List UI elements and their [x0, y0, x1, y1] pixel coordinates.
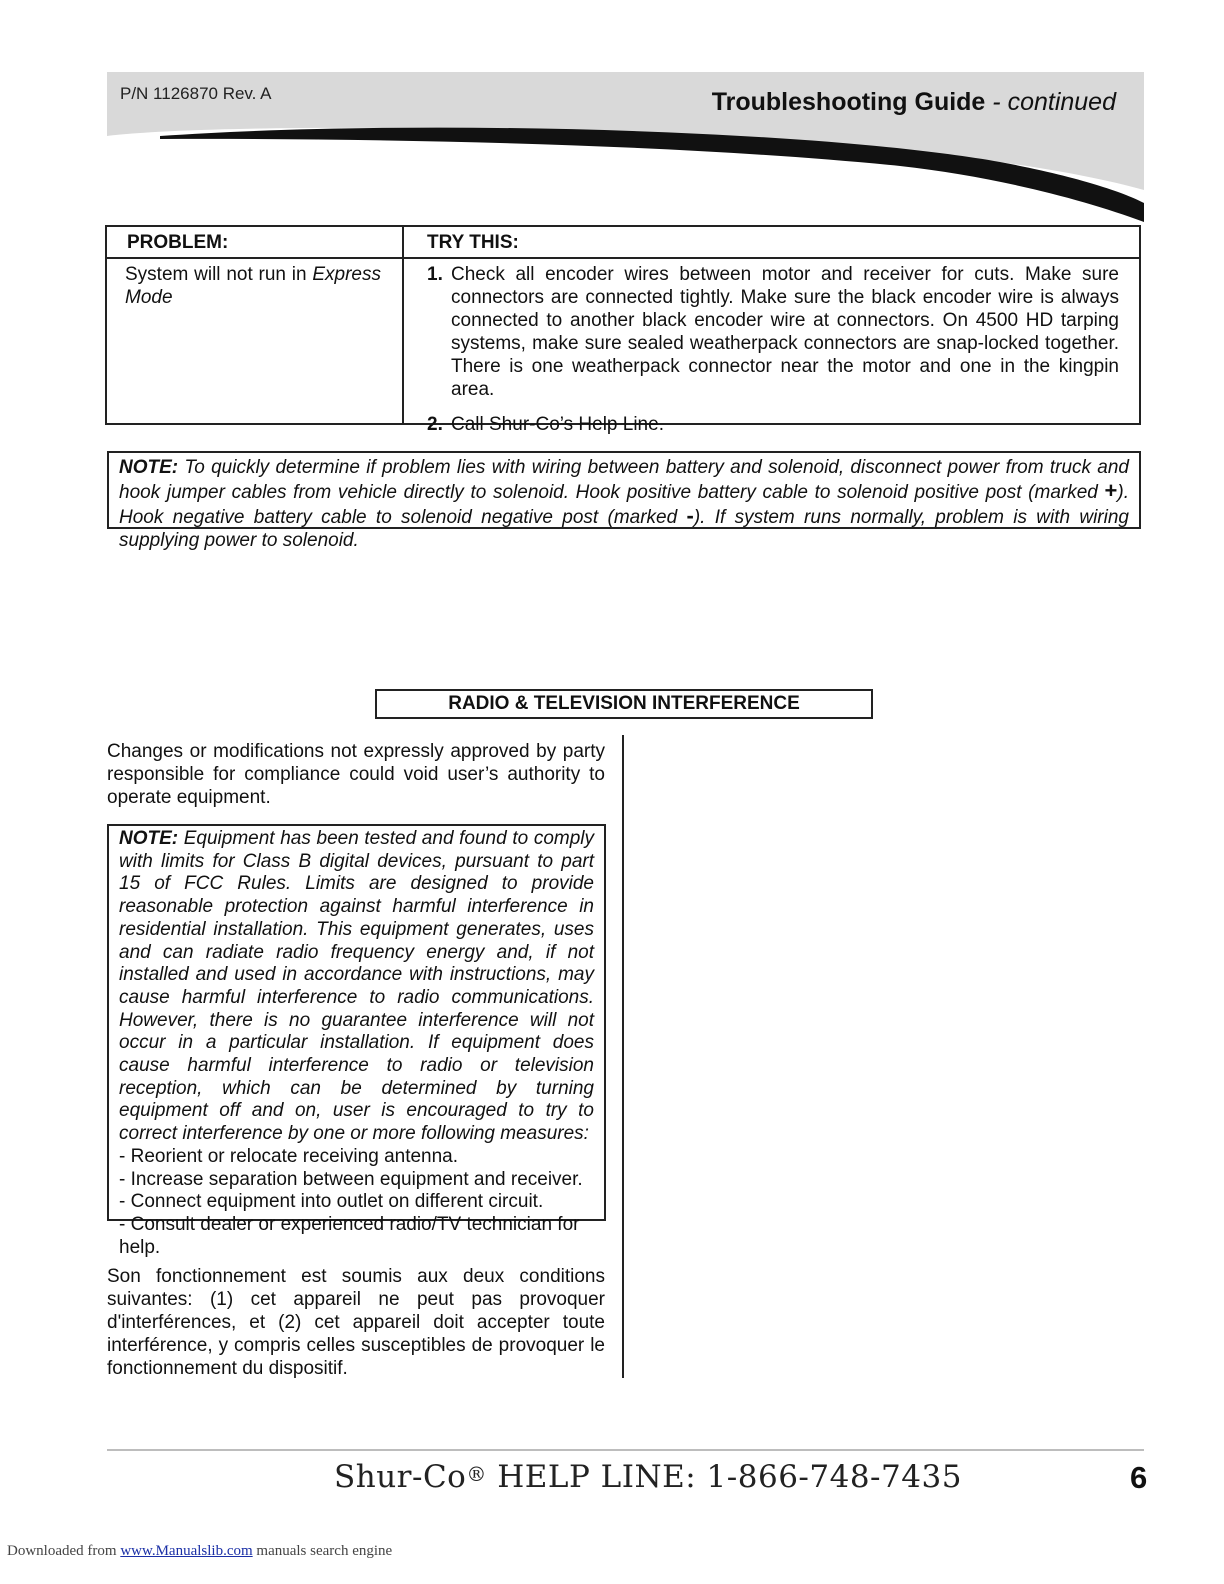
problem-text: System will not run in	[125, 264, 313, 285]
fcc-note-text: Equipment has been tested and found to comply with limits for Class B digital devices, pursuant to part 15 of FCC Rules. Limits are designed to provide reasonable protection against harmful interference in residential installation. This equipment generates, uses and can radiate radio frequency energy and, if not installed and used in accordance with instructions, may cause harmful interference to radio communications. However, there is no guarantee interference will not occur in a particular installation. If equipment does cause harmful interference to radio or television reception, which can be determined by turning equipment off and on, user is encouraged to try to correct interference by one or more following measures:	[119, 828, 594, 1145]
list-item: - Increase separation between equipment and receiver.	[119, 1168, 583, 1190]
helpline-number: HELP LINE: 1-866-748-7435	[486, 1459, 962, 1495]
download-note	[7, 1543, 392, 1560]
footer-helpline	[334, 1459, 962, 1495]
list-item: - Consult dealer or experienced radio/TV technician for help.	[119, 1213, 580, 1258]
page-title	[712, 88, 1116, 117]
page-title-suffix: - continued	[992, 88, 1116, 116]
download-suffix: manuals search engine	[252, 1543, 393, 1559]
french-compliance-text: Son fonctionnement est soumis aux deux conditions suivantes: (1) cet appareil ne peut pas provoquer d'interférences, et (2) cet appareil doit accepter toute interférence, y compris celles susceptibles de provoquer le fonctionnement du dispositif.	[107, 1266, 605, 1379]
note-label: NOTE:	[119, 828, 179, 849]
note-label: NOTE:	[119, 457, 179, 478]
column-header-problem: PROBLEM:	[127, 232, 229, 253]
fcc-note-body	[119, 828, 594, 1146]
solution-text: Call Shur-Co’s Help Line.	[451, 414, 664, 435]
note-text: To quickly determine if problem lies with wiring between battery and solenoid, disconnect power from truck and hook jumper cables from vehicle directly to solenoid. Hook positive battery cable to solenoid positive post (marked	[119, 457, 1129, 503]
compliance-intro: Changes or modifications not expressly approved by party responsible for compliance could void user’s authority to operate equipment.	[107, 741, 605, 808]
part-number: P/N 1126870 Rev. A	[120, 84, 272, 103]
registered-mark: ®	[466, 1462, 487, 1486]
solutions-cell	[427, 263, 1119, 436]
solution-number: 2.	[427, 414, 443, 435]
solution-text: Check all encoder wires between motor and receiver for cuts. Make sure connectors are connected tightly. Make sure the black encoder wire is always connected to another black encoder wire at connectors. On 4500 HD tarping systems, make sure sealed weatherpack connectors are snap-locked together. There is one weatherpack connector near the motor and one in the kingpin area.	[451, 264, 1119, 400]
note-box-solenoid	[107, 451, 1141, 551]
minus-symbol: -	[686, 503, 694, 528]
note-text: ). Hook negative battery cable to solenoid negative post (marked	[119, 482, 1129, 528]
brand-name: Shur-Co	[334, 1459, 467, 1495]
note-text: ). If system runs normally, problem is with wiring supplying power to solenoid.	[119, 507, 1129, 551]
note-box-fcc	[107, 824, 606, 1258]
troubleshooting-table	[105, 225, 1141, 435]
column-header-try-this: TRY THIS:	[427, 232, 519, 253]
solution-item	[427, 263, 1119, 401]
problem-emphasis: Express Mode	[125, 264, 381, 308]
problem-cell	[125, 263, 381, 309]
page-title-main: Troubleshooting Guide	[711, 88, 986, 116]
solution-number: 1.	[427, 264, 443, 285]
footer-rule	[107, 1449, 1144, 1451]
list-item: - Connect equipment into outlet on different circuit.	[119, 1191, 544, 1213]
table-header-divider	[107, 257, 1139, 259]
column-divider	[622, 735, 624, 1378]
plus-symbol: +	[1104, 478, 1118, 503]
section-heading: RADIO & TELEVISION INTERFERENCE	[375, 689, 873, 719]
list-item: - Reorient or relocate receiving antenna.	[119, 1145, 459, 1167]
download-prefix: Downloaded from	[7, 1543, 121, 1559]
measures-list	[119, 1146, 594, 1260]
page-number: 6	[1130, 1460, 1148, 1495]
solution-item	[427, 413, 1119, 436]
manualslib-link[interactable]: www.Manualslib.com	[120, 1543, 253, 1559]
